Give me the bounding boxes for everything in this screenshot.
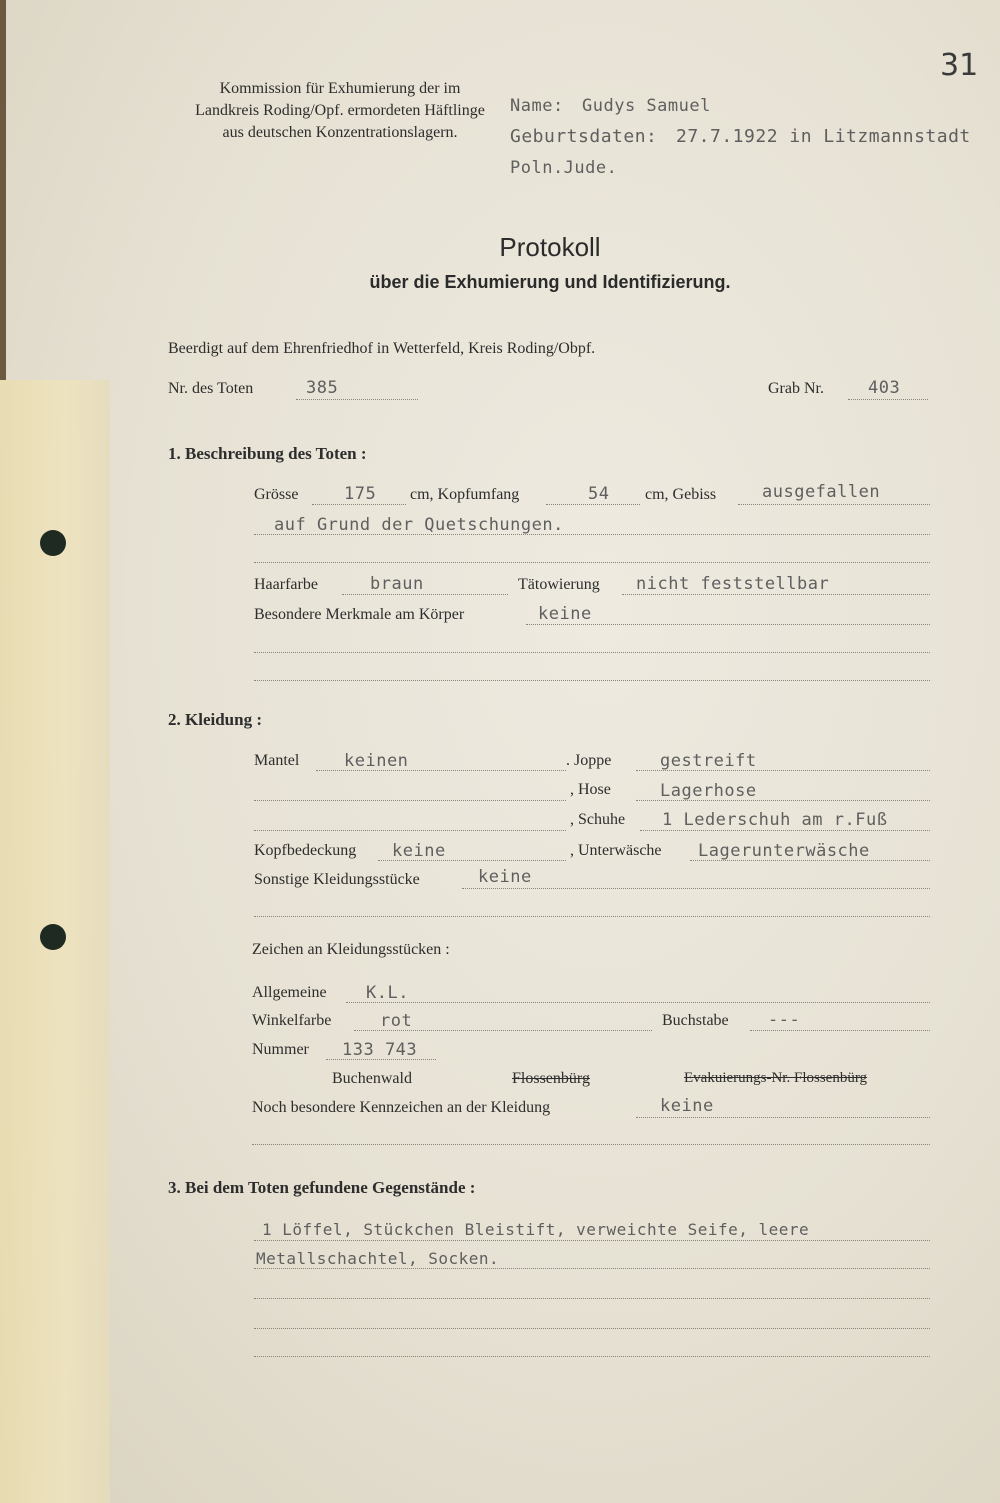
noch-label: Noch besondere Kennzeichen an der Kleidung <box>252 1099 551 1116</box>
winkelfarbe-value: rot <box>380 1011 413 1031</box>
nummer-value: 133 743 <box>342 1040 418 1060</box>
merkmale-line <box>526 624 930 625</box>
gebiss-value-2: auf Grund der Quetschungen. <box>274 515 564 535</box>
sonstige-line <box>462 888 930 889</box>
kopfumfang-value: 54 <box>588 484 610 504</box>
birth-label: Geburtsdaten: <box>510 126 658 147</box>
zeichen-label: Zeichen an Kleidungsstücken : <box>252 941 450 958</box>
page-number: 31 <box>940 48 979 83</box>
kopfbedeckung-value: keine <box>392 841 446 861</box>
merkmale-label: Besondere Merkmale am Körper <box>254 606 465 623</box>
name-label: Name: <box>510 96 564 116</box>
blank-line <box>254 1328 930 1329</box>
kopfumfang-label: cm, Kopfumfang <box>410 486 520 503</box>
taetowierung-line <box>622 594 930 595</box>
blank-line <box>254 800 566 801</box>
section3-heading: 3. Bei dem Toten gefundene Gegenstände : <box>168 1178 476 1197</box>
groesse-value: 175 <box>344 484 377 504</box>
schuhe-line <box>640 830 930 831</box>
gebiss-line <box>738 504 930 505</box>
haarfarbe-value: braun <box>370 574 424 594</box>
section1-heading: 1. Beschreibung des Toten : <box>168 444 367 463</box>
items-line-1: 1 Löffel, Stückchen Bleistift, verweichte Seife, leere <box>262 1220 810 1239</box>
blank-line <box>254 562 930 563</box>
nr-line <box>296 399 418 400</box>
unterwaesche-value: Lagerunterwäsche <box>698 841 870 861</box>
page-subtitle: über die Exhumierung und Identifizierung. <box>369 272 731 292</box>
grab-label: Grab Nr. <box>768 380 824 397</box>
section2-heading: 2. Kleidung : <box>168 710 262 729</box>
lager-buchenwald: Buchenwald <box>332 1070 412 1087</box>
commission-header: Kommission für Exhumierung der im Landkreis Roding/Opf. ermordeten Häftlinge aus deutschen Konzentrationslagern. <box>195 80 485 141</box>
evakuierungs-nr: Evakuierungs-Nr. Flossenbürg <box>684 1070 868 1086</box>
groesse-line <box>312 504 406 505</box>
haarfarbe-label: Haarfarbe <box>254 576 318 593</box>
items-line <box>254 1240 930 1241</box>
name-value: Gudys Samuel <box>582 96 711 116</box>
punch-hole <box>40 924 66 950</box>
taetowierung-label: Tätowierung <box>518 576 600 593</box>
gebiss-value: ausgefallen <box>762 482 881 502</box>
buchstabe-label: Buchstabe <box>662 1012 729 1029</box>
mantel-label: Mantel <box>254 752 300 769</box>
grab-value: 403 <box>868 378 901 398</box>
blank-line <box>254 1298 930 1299</box>
page-title: Protokoll <box>499 232 601 262</box>
kopfumfang-line <box>546 504 640 505</box>
sonstige-value: keine <box>478 867 532 887</box>
hose-value: Lagerhose <box>660 781 757 801</box>
burial-text: Beerdigt auf dem Ehrenfriedhof in Wetterfeld, Kreis Roding/Obpf. <box>168 340 596 357</box>
nr-value: 385 <box>306 378 339 398</box>
haarfarbe-line <box>342 594 508 595</box>
joppe-value: gestreift <box>660 751 757 771</box>
blank-line <box>254 830 566 831</box>
nationality-value: Poln.Jude. <box>510 158 618 178</box>
lager-flossenbuerg: Flossenbürg <box>512 1070 590 1087</box>
page-edge <box>0 0 6 380</box>
allgemeine-line <box>346 1002 930 1003</box>
noch-line <box>636 1117 930 1118</box>
items-line <box>254 1268 930 1269</box>
blank-line <box>254 916 930 917</box>
groesse-label: Grösse <box>254 486 299 503</box>
gebiss-label: cm, Gebiss <box>645 486 717 503</box>
sonstige-label: Sonstige Kleidungsstücke <box>254 871 420 888</box>
taetowierung-value: nicht feststellbar <box>636 574 830 594</box>
birth-value: 27.7.1922 in Litzmannstadt <box>676 126 971 147</box>
mantel-value: keinen <box>344 751 409 771</box>
winkelfarbe-label: Winkelfarbe <box>252 1012 332 1029</box>
nr-label: Nr. des Toten <box>168 380 254 397</box>
joppe-label: . Joppe <box>566 752 612 769</box>
blank-line <box>252 1144 930 1145</box>
punch-hole <box>40 530 66 556</box>
schuhe-value: 1 Lederschuh am r.Fuß <box>662 810 888 830</box>
unterwaesche-label: , Unterwäsche <box>570 842 662 859</box>
allgemeine-value: K.L. <box>366 983 409 1003</box>
blank-line <box>254 652 930 653</box>
merkmale-value: keine <box>538 604 592 624</box>
grab-line <box>848 399 928 400</box>
kopfbedeckung-label: Kopfbedeckung <box>254 842 357 859</box>
blank-line <box>254 680 930 681</box>
items-line-2: Metallschachtel, Socken. <box>256 1249 500 1268</box>
blank-line <box>254 1356 930 1357</box>
allgemeine-label: Allgemeine <box>252 984 327 1001</box>
buchstabe-line <box>750 1030 930 1031</box>
nummer-label: Nummer <box>252 1041 309 1058</box>
noch-value: keine <box>660 1096 714 1116</box>
hose-label: , Hose <box>570 781 611 798</box>
buchstabe-value: --- <box>768 1010 801 1030</box>
schuhe-label: , Schuhe <box>570 811 626 828</box>
